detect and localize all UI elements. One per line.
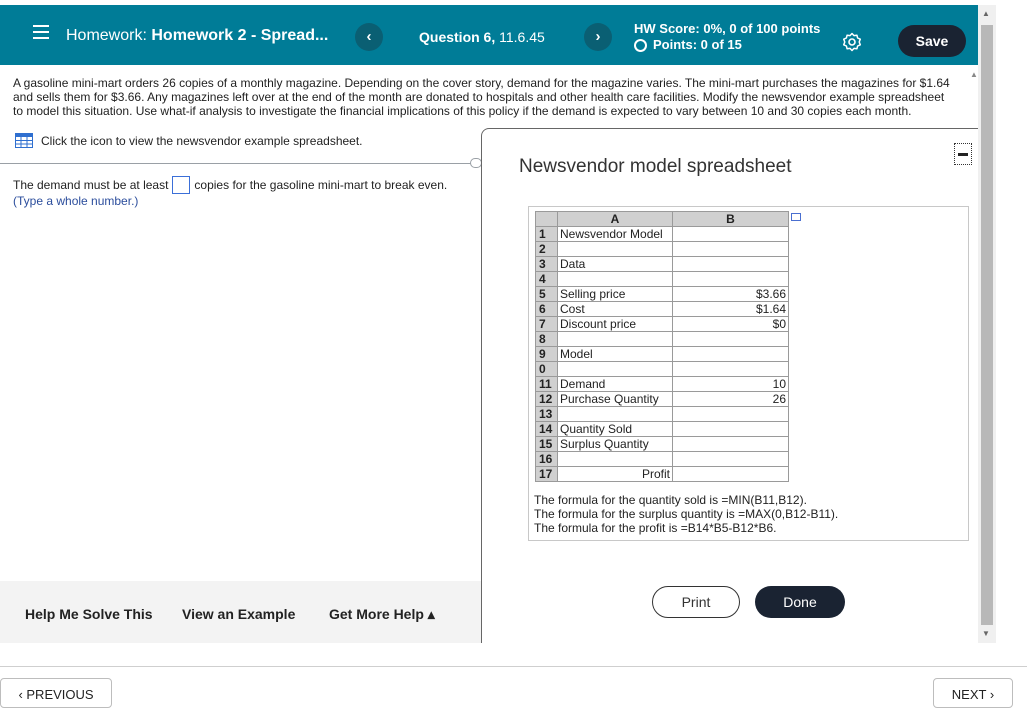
row-number-cell: 14 [536, 422, 558, 437]
hamburger-menu-icon[interactable] [33, 25, 49, 41]
page-scrollbar[interactable] [978, 5, 996, 643]
footer-divider [0, 666, 1027, 667]
row-number-cell: 5 [536, 287, 558, 302]
answer-line [13, 176, 447, 194]
row-number-cell: 1 [536, 227, 558, 242]
question-number: 11.6.45 [499, 29, 545, 45]
cell-a [558, 332, 673, 347]
cell-b [673, 257, 789, 272]
cell-a: Model [558, 347, 673, 362]
question-text: A gasoline mini-mart orders 26 copies of a monthly magazine. Depending on the cover story, demand for the magazine varies. The mini-mart purchases the magazines for $1.64 and sells them for $3.66. Any magazines left over at the end of the month are donated to hospitals and other health care facilities. Modify the newsvendor example spreadsheet to model this situation. Use what-if analysis to investigate the financial implications of this policy if the demand is expected to vary between 10 and 30 copies each month. [13, 76, 950, 118]
previous-button[interactable]: ‹ PREVIOUS [0, 678, 112, 708]
cell-a: Quantity Sold [558, 422, 673, 437]
cell-a: Discount price [558, 317, 673, 332]
spreadsheet-row [536, 272, 789, 287]
minimize-icon [958, 153, 968, 156]
spreadsheet-row [536, 452, 789, 467]
spreadsheet-row [536, 467, 789, 482]
view-example-button[interactable]: View an Example [182, 606, 296, 622]
cell-b [673, 227, 789, 242]
spreadsheet-row [536, 407, 789, 422]
save-button[interactable]: Save [898, 25, 966, 57]
cell-b [673, 422, 789, 437]
spreadsheet-row [536, 257, 789, 272]
row-number-cell: 3 [536, 257, 558, 272]
previous-question-button[interactable]: ‹ [355, 23, 383, 51]
row-number-cell: 0 [536, 362, 558, 377]
cell-b [673, 437, 789, 452]
spreadsheet-header-row [536, 212, 789, 227]
row-number-cell: 7 [536, 317, 558, 332]
spreadsheet-row [536, 317, 789, 332]
spreadsheet-row [536, 332, 789, 347]
cell-a: Cost [558, 302, 673, 317]
homework-title [66, 27, 328, 45]
row-number-cell: 4 [536, 272, 558, 287]
newsvendor-spreadsheet [535, 211, 789, 482]
points-row [634, 37, 820, 53]
cell-b: $1.64 [673, 302, 789, 317]
row-number-cell: 15 [536, 437, 558, 452]
spreadsheet-row [536, 227, 789, 242]
cell-b [673, 347, 789, 362]
settings-gear-icon[interactable] [842, 32, 862, 52]
break-even-demand-input[interactable] [172, 176, 190, 194]
cell-a: Data [558, 257, 673, 272]
row-number-cell: 9 [536, 347, 558, 362]
row-number-cell: 6 [536, 302, 558, 317]
question-label-bold: Question 6, [419, 29, 496, 45]
scroll-up-arrow-icon[interactable]: ▲ [982, 9, 990, 18]
row-number-cell: 11 [536, 377, 558, 392]
top-header [0, 5, 978, 65]
cell-b [673, 362, 789, 377]
spreadsheet-grid-icon[interactable] [15, 133, 33, 148]
cell-b: $0 [673, 317, 789, 332]
cell-a: Purchase Quantity [558, 392, 673, 407]
cell-a [558, 452, 673, 467]
print-button[interactable]: Print [652, 586, 740, 618]
formula-profit: The formula for the profit is =B14*B5-B12*B6. [534, 521, 777, 535]
done-button[interactable]: Done [755, 586, 845, 618]
cell-b [673, 242, 789, 257]
spreadsheet-row [536, 377, 789, 392]
cell-b [673, 407, 789, 422]
answer-hint: (Type a whole number.) [13, 194, 139, 208]
row-number-cell: 8 [536, 332, 558, 347]
spreadsheet-row [536, 287, 789, 302]
score-panel [634, 21, 820, 53]
next-question-button[interactable]: › [584, 23, 612, 51]
row-number-cell: 17 [536, 467, 558, 482]
copy-data-icon[interactable] [791, 213, 801, 221]
scrollbar-thumb[interactable] [981, 25, 993, 625]
spreadsheet-row [536, 347, 789, 362]
row-number-cell: 12 [536, 392, 558, 407]
cell-b [673, 452, 789, 467]
cell-a [558, 407, 673, 422]
answer-text-before: The demand must be at least [13, 178, 169, 192]
formula-surplus-quantity: The formula for the surplus quantity is =MAX(0,B12-B11). [534, 507, 839, 521]
spreadsheet-box [528, 206, 969, 541]
cell-a: Profit [558, 467, 673, 482]
spreadsheet-row [536, 242, 789, 257]
cell-a: Newsvendor Model [558, 227, 673, 242]
scroll-down-arrow-icon[interactable]: ▼ [982, 629, 990, 638]
help-me-solve-button[interactable]: Help Me Solve This [25, 606, 153, 622]
spreadsheet-row [536, 437, 789, 452]
section-divider [0, 163, 480, 164]
spreadsheet-row [536, 392, 789, 407]
answer-text-after: copies for the gasoline mini-mart to break even. [194, 178, 448, 192]
cell-a [558, 362, 673, 377]
cell-a [558, 242, 673, 257]
cell-b [673, 467, 789, 482]
spreadsheet-link-text[interactable]: Click the icon to view the newsvendor example spreadsheet. [41, 133, 363, 148]
cell-a: Surplus Quantity [558, 437, 673, 452]
column-header-b: B [673, 212, 789, 227]
cell-a: Demand [558, 377, 673, 392]
cell-a [558, 272, 673, 287]
cell-b: 26 [673, 392, 789, 407]
points-text: Points: 0 of 15 [653, 37, 742, 52]
cell-b [673, 332, 789, 347]
homework-title-main: Homework 2 - Spread... [151, 27, 329, 44]
formula-notes [534, 493, 838, 535]
cell-a: Selling price [558, 287, 673, 302]
newsvendor-dialog [481, 128, 978, 643]
cell-b: $3.66 [673, 287, 789, 302]
next-button[interactable]: NEXT › [933, 678, 1013, 708]
cell-b [673, 272, 789, 287]
spreadsheet-row [536, 422, 789, 437]
points-circle-icon [634, 39, 647, 52]
row-number-cell: 13 [536, 407, 558, 422]
minimize-button[interactable] [954, 143, 972, 165]
spreadsheet-link[interactable] [15, 133, 363, 148]
content-scroll-up-arrow-icon[interactable]: ▲ [970, 70, 978, 79]
hw-score-text: HW Score: 0%, 0 of 100 points [634, 21, 821, 36]
homework-title-prefix: Homework: [66, 27, 147, 44]
get-more-help-button[interactable]: Get More Help ▴ [329, 606, 435, 622]
spreadsheet-body [536, 227, 789, 482]
cell-b: 10 [673, 377, 789, 392]
dialog-title: Newsvendor model spreadsheet [519, 156, 792, 177]
formula-quantity-sold: The formula for the quantity sold is =MIN(B11,B12). [534, 493, 807, 507]
question-label [419, 29, 545, 45]
spreadsheet-row [536, 302, 789, 317]
column-header-a: A [558, 212, 673, 227]
row-number-cell: 16 [536, 452, 558, 467]
spreadsheet-row [536, 362, 789, 377]
corner-cell [536, 212, 558, 227]
row-number-cell: 2 [536, 242, 558, 257]
